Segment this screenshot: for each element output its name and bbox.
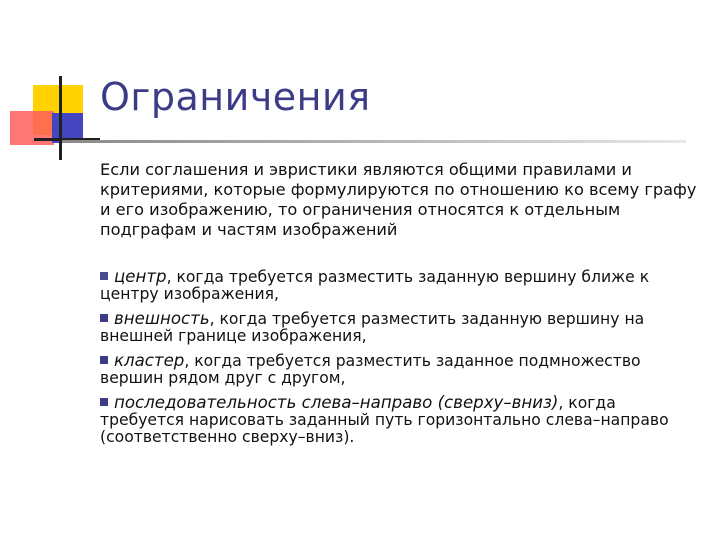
slide-title: Ограничения	[100, 75, 371, 119]
item-text: , когда требуется разместить заданное подмножество вершин рядом друг с другом,	[100, 352, 641, 387]
list-item	[100, 310, 700, 345]
square-bullet-icon	[100, 314, 108, 322]
item-text: , когда требуется разместить заданную вершину на внешней границе изображения,	[100, 310, 645, 345]
item-text: , когда требуется разместить заданную вершину ближе к центру изображения,	[100, 268, 650, 303]
intro-paragraph: Если соглашения и эвристики являются общими правилами и критериями, которые формулируются по отношению ко всему графу и его изображению, то ограничения относятся к отдельным подграфам и частям изображений	[100, 160, 697, 239]
constraints-list	[100, 268, 700, 453]
item-term: последовательность слева–направо (сверху–вниз)	[114, 393, 559, 412]
item-text: , когда требуется нарисовать заданный путь горизонтально слева–направо (соответственно сверху–вниз).	[100, 394, 669, 446]
item-term: кластер	[114, 351, 185, 370]
title-underline	[62, 140, 686, 143]
square-bullet-icon	[100, 398, 108, 406]
list-item	[100, 268, 700, 303]
logo-vertical-line	[59, 76, 62, 160]
item-term: центр	[114, 267, 167, 286]
list-item	[100, 394, 700, 446]
square-bullet-icon	[100, 272, 108, 280]
square-bullet-icon	[100, 356, 108, 364]
list-item	[100, 352, 700, 387]
item-term: внешность	[114, 309, 210, 328]
